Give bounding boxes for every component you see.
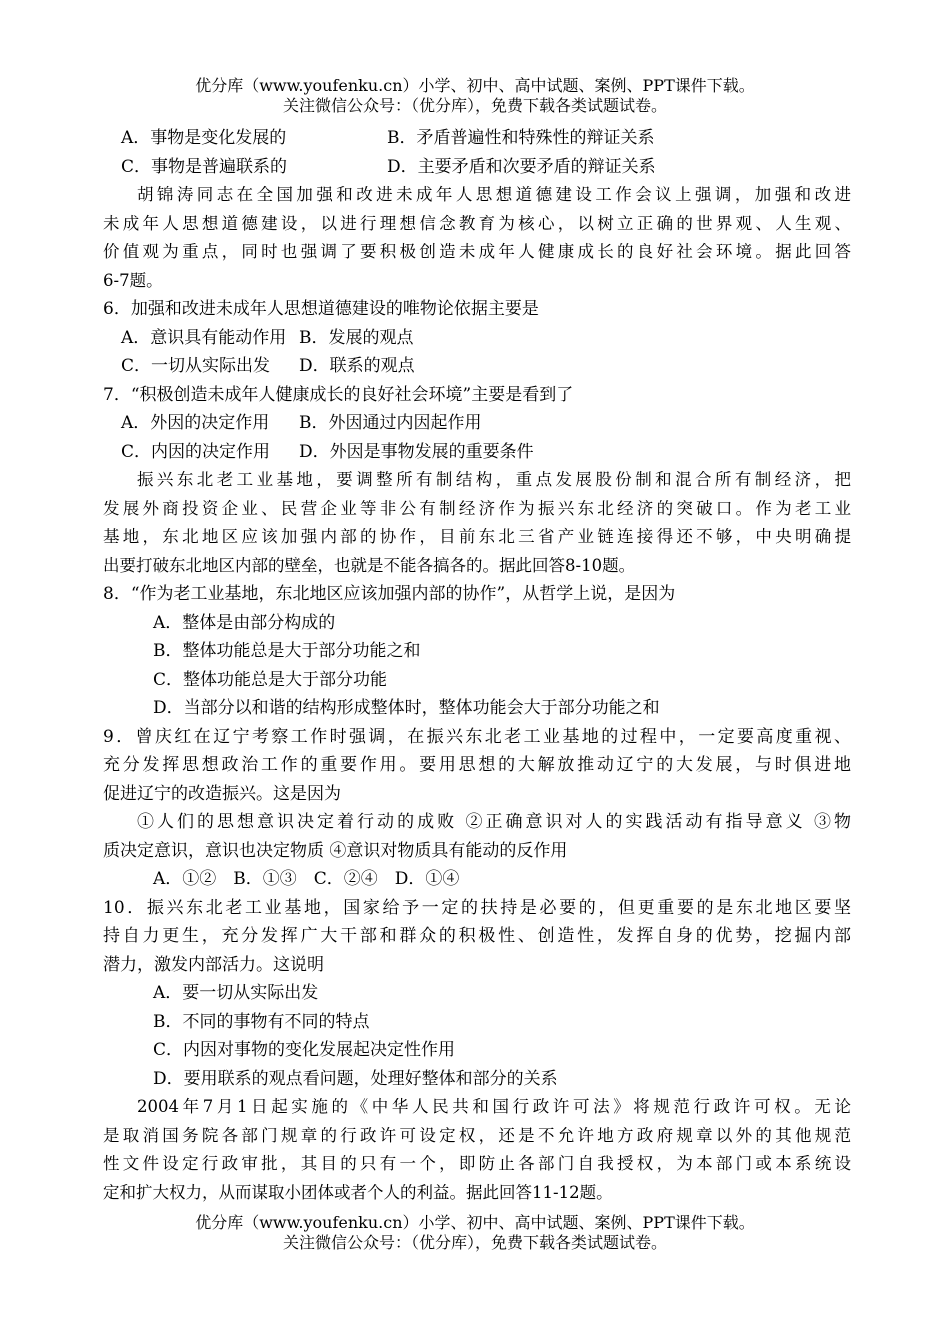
q10-stem-line: 潜力，激发内部活力。这说明 [103, 954, 324, 975]
q5-option-a: A．事物是变化发展的 [121, 128, 287, 148]
q5-option-b: B．矛盾普遍性和特殊性的辩证关系 [387, 128, 655, 148]
q8-option-a: A．整体是由部分构成的 [153, 612, 336, 633]
passage-2-line: 振兴东北老工业基地，要调整所有制结构，重点发展股份制和混合所有制经济，把 [137, 470, 851, 489]
q10-option-d: D．要用联系的观点看问题，处理好整体和部分的关系 [153, 1068, 558, 1089]
q6-stem: 6．加强和改进未成年人思想道德建设的唯物论依据主要是 [103, 299, 539, 319]
q7-option-d: D．外因是事物发展的重要条件 [299, 441, 534, 462]
passage-1-line: 胡锦涛同志在全国加强和改进未成年人思想道德建设工作会议上强调，加强和改进 [137, 185, 851, 204]
q10-stem-line: 10．振兴东北老工业基地，国家给予一定的扶持是必要的，但更重要的是东北地区要坚 [103, 897, 851, 918]
passage-1-line: 6-7题。 [103, 270, 163, 290]
passage-2 [103, 466, 851, 580]
q10-stem-line: 持自力更生，充分发挥广大干部和群众的积极性、创造性，发挥自身的优势，挖掘内部 [103, 926, 851, 946]
exam-content [103, 124, 851, 1207]
q7-option-b: B．外因通过内因起作用 [299, 413, 482, 433]
page-header [0, 76, 950, 116]
q8-stem: 8．“作为老工业基地，东北地区应该加强内部的协作”，从哲学上说，是因为 [103, 584, 676, 604]
q6-options-row-1 [103, 324, 851, 353]
q10-option-c: C．内因对事物的变化发展起决定性作用 [153, 1040, 456, 1060]
q9-stem [103, 723, 851, 809]
q10-stem [103, 894, 851, 980]
page-footer [0, 1213, 950, 1253]
q5-option-d: D．主要矛盾和次要矛盾的辩证关系 [387, 156, 656, 177]
q7-stem: 7．“积极创造未成年人健康成长的良好社会环境”主要是看到了 [103, 384, 574, 405]
q5-options-row-1 [103, 124, 851, 153]
passage-3-line: 性文件设定行政审批，其目的只有一个，即防止各部门自我授权，为本部门或本系统设 [103, 1154, 851, 1173]
passage-2-line: 基地，东北地区应该加强内部的协作，目前东北三省产业链连接得还不够，中央明确提 [103, 527, 851, 546]
q6-option-b: B．发展的观点 [299, 327, 414, 348]
q9-options: A．①② B．①③ C．②④ D．①④ [153, 869, 460, 889]
q9-stem-line: 促进辽宁的改造振兴。这是因为 [103, 783, 341, 804]
q7-option-c: C．内因的决定作用 [121, 441, 271, 462]
passage-1-line: 价值观为重点，同时也强调了要积极创造未成年人健康成长的良好社会环境。据此回答 [103, 242, 851, 261]
passage-1-line: 未成年人思想道德建设，以进行理想信念教育为核心，以树立正确的世界观、人生观、 [103, 213, 851, 233]
q9-stem-line: 充分发挥思想政治工作的重要作用。要用思想的大解放推动辽宁的大发展，与时俱进地 [103, 755, 851, 775]
q10-option-b: B．不同的事物有不同的特点 [153, 1011, 370, 1032]
q8-option-b: B．整体功能总是大于部分功能之和 [153, 641, 421, 661]
footer-line-1: 优分库（www.youfenku.cn）小学、初中、高中试题、案例、PPT课件下载。 [195, 1213, 755, 1232]
q9-items [103, 808, 851, 865]
q6-option-a: A．意识具有能动作用 [121, 327, 287, 348]
footer-line-2: 关注微信公众号：（优分库），免费下载各类试题试卷。 [282, 1233, 667, 1252]
q5-options-row-2 [103, 153, 851, 182]
q7-options-row-1 [103, 409, 851, 438]
q5-option-c: C．事物是普遍联系的 [121, 156, 288, 177]
q8-option-d: D．当部分以和谐的结构形成整体时，整体功能会大于部分功能之和 [153, 698, 660, 718]
passage-3-line: 是取消国务院各部门规章的行政许可设定权，还是不允许地方政府规章以外的其他规范 [103, 1125, 851, 1145]
q9-items-line: 质决定意识，意识也决定物质 ④意识对物质具有能动的反作用 [103, 840, 568, 861]
q7-option-a: A．外因的决定作用 [121, 413, 270, 433]
passage-2-line: 出要打破东北地区内部的壁垒，也就是不能各搞各的。据此回答8-10题。 [103, 555, 636, 575]
q9-stem-line: 9．曾庆红在辽宁考察工作时强调，在振兴东北老工业基地的过程中，一定要高度重视、 [103, 726, 851, 747]
passage-3-line: 2004年7月1日起实施的《中华人民共和国行政许可法》将规范行政许可权。无论 [137, 1097, 851, 1116]
passage-3-line: 定和扩大权力，从而谋取小团体或者个人的利益。据此回答11-12题。 [103, 1182, 613, 1202]
q10-option-a: A．要一切从实际出发 [153, 983, 319, 1003]
q9-items-line: ①人们的思想意识决定着行动的成败 ②正确意识对人的实践活动有指导意义 ③物 [137, 812, 851, 832]
q8-option-c: C．整体功能总是大于部分功能 [153, 669, 388, 690]
q6-options-row-2 [103, 352, 851, 381]
passage-1 [103, 181, 851, 295]
q7-options-row-2 [103, 438, 851, 467]
passage-3 [103, 1093, 851, 1207]
header-line-1: 优分库（www.youfenku.cn）小学、初中、高中试题、案例、PPT课件下载。 [195, 76, 755, 95]
q6-option-d: D．联系的观点 [299, 356, 415, 376]
q6-option-c: C．一切从实际出发 [121, 356, 271, 376]
header-line-2: 关注微信公众号：（优分库），免费下载各类试题试卷。 [282, 96, 667, 115]
passage-2-line: 发展外商投资企业、民营企业等非公有制经济作为振兴东北经济的突破口。作为老工业 [103, 498, 851, 518]
